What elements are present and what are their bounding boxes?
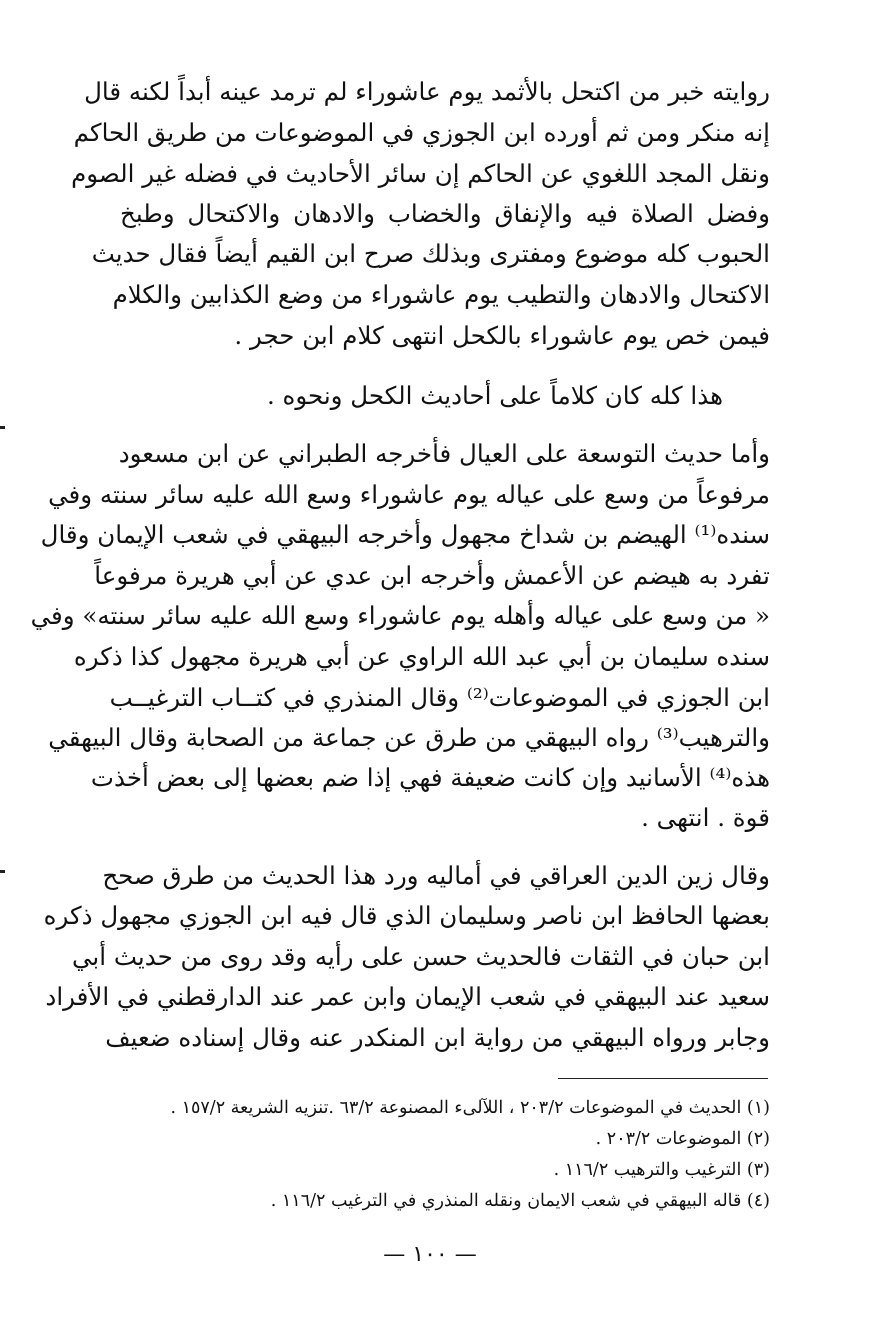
text-line: وأما حديث التوسعة على العيال فأخرجه الطبراني عن ابن مسعود [118, 439, 770, 468]
text-line: بعضها الحافظ ابن ناصر وسليمان الذي قال فيه ابن الجوزي مجهول ذكره [43, 901, 770, 930]
footnote: (١) الحديث في الموضوعات ٢٠٣/٢ ، اللآلىء المصنوعة ٦٣/٢ .تنزيه الشريعة ١٥٧/٢ . [170, 1098, 770, 1118]
footnote-separator [558, 1078, 768, 1079]
text-line: « من وسع على عياله وأهله يوم عاشوراء وسع الله عليه سائر سنته» وفي [30, 601, 770, 630]
footnote: (٢) الموضوعات ٢٠٣/٢ . [595, 1129, 770, 1149]
footnote: (٤) قاله البيهقي في شعب الايمان ونقله المنذري في الترغيب ١١٦/٢ . [270, 1191, 770, 1211]
text-line: روايته خبر من اكتحل بالأثمد يوم عاشوراء لم ترمد عينه أبداً لكنه قال [84, 77, 770, 106]
text-line: هذا كله كان كلاماً على أحاديث الكحل ونحوه . [266, 381, 723, 410]
page-number: — ١٠٠ — [383, 1242, 477, 1267]
scan-margin-mark [0, 870, 5, 873]
text-line: وفضل الصلاة فيه والإنفاق والخضاب والادهان والاكتحال وطبخ [120, 199, 770, 228]
text-line: ابن حبان في الثقات فالحديث حسن على رأيه وقد روى من حديث أبي [72, 942, 770, 971]
text-line: ونقل المجد اللغوي عن الحاكم إن سائر الأحاديث في فضله غير الصوم [71, 159, 770, 188]
text-line: والترهيب⁽³⁾ رواه البيهقي من طرق عن جماعة من الصحابة وقال البيهقي [48, 723, 770, 752]
text-line: سنده⁽¹⁾ الهيضم بن شداخ مجهول وأخرجه البيهقي في شعب الإيمان وقال [40, 520, 770, 549]
text-line: هذه⁽⁴⁾ الأسانيد وإن كانت ضعيفة فهي إذا ضم بعضها إلى بعض أخذت [90, 763, 770, 792]
text-line: تفرد به هيضم عن الأعمش وأخرجه ابن عدي عن أبي هريرة مرفوعاً [94, 561, 770, 590]
text-line: سعيد عند البيهقي في شعب الإيمان وابن عمر عند الدارقطني في الأفراد [45, 982, 770, 1011]
text-line: الاكتحال والادهان والتطيب يوم عاشوراء من وضع الكذابين والكلام [112, 280, 770, 309]
text-line: سنده سليمان بن أبي عبد الله الراوي عن أبي هريرة مجهول كذا ذكره [73, 642, 770, 671]
text-line: وجابر ورواه البيهقي من رواية ابن المنكدر عنه وقال إسناده ضعيف [105, 1023, 770, 1052]
text-line: إنه منكر ومن ثم أورده ابن الجوزي في الموضوعات من طريق الحاكم [73, 118, 770, 147]
text-line: فيمن خص يوم عاشوراء بالكحل انتهى كلام ابن حجر . [234, 321, 770, 350]
footnote: (٣) الترغيب والترهيب ١١٦/٢ . [553, 1160, 770, 1180]
scan-margin-mark [0, 426, 5, 429]
text-line: قوة . انتهى . [641, 803, 770, 832]
text-line: وقال زين الدين العراقي في أماليه ورد هذا الحديث من طرق صحح [102, 861, 770, 890]
text-line: مرفوعاً من وسع على عياله يوم عاشوراء وسع الله عليه سائر سنته وفي [48, 480, 770, 509]
text-line: الحبوب كله موضوع ومفترى وبذلك صرح ابن القيم أيضاً فقال حديث [91, 239, 770, 268]
text-line: ابن الجوزي في الموضوعات⁽²⁾ وقال المنذري في كتــاب الترغيــب [109, 683, 770, 712]
